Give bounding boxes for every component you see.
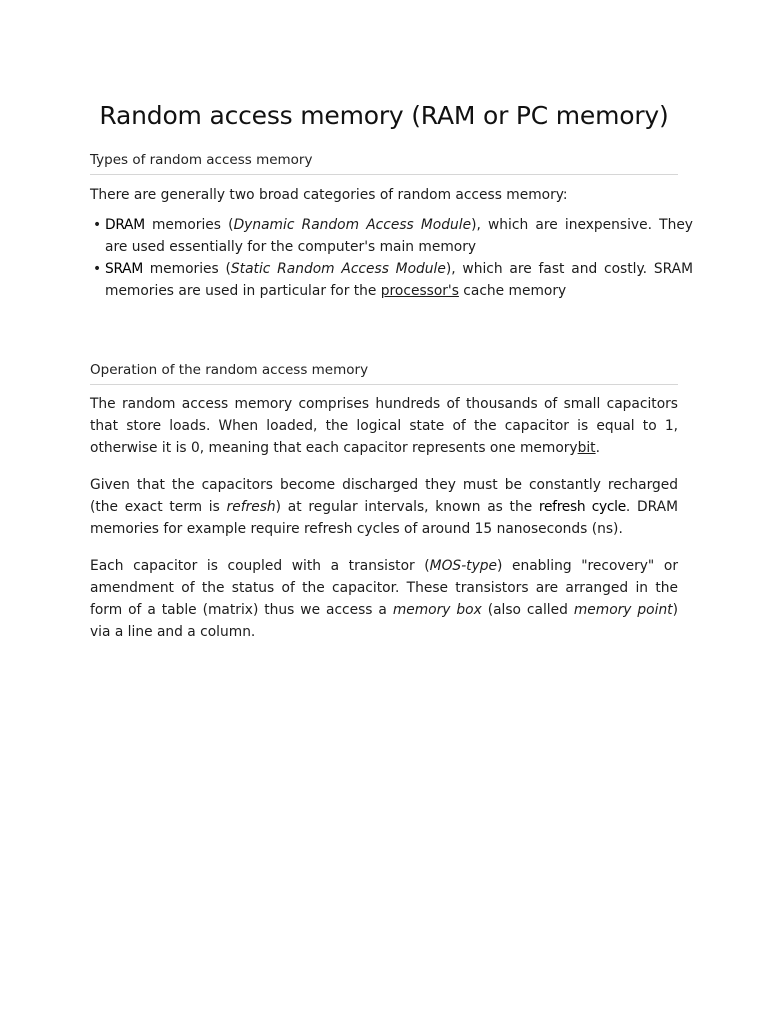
p2-a: Given that the capacitors become discharged they must be constantly recharged (the exact term is [90, 477, 678, 515]
section-heading-types: Types of random access memory [90, 152, 678, 175]
sram-post: ), which are fast and costly. SRAM memories are used in particular for the [105, 261, 693, 299]
page-title: Random access memory (RAM or PC memory) [99, 101, 669, 130]
p2-refresh-cycle: refresh cycle [538, 499, 626, 515]
dram-post: ), which are inexpensive. They are used essentially for the computer's main memory [105, 217, 693, 255]
p3-memory-point: memory point [573, 602, 673, 618]
bullet-icon: • [93, 261, 102, 277]
sram-tail: cache memory [458, 283, 567, 299]
sram-term: SRAM [105, 261, 143, 277]
operation-paragraph-1 [90, 393, 678, 459]
p2-c: . DRAM memories for example require refresh cycles of around 15 nanoseconds (ns). [90, 499, 679, 537]
sram-expansion: Static Random Access Module [230, 261, 446, 277]
types-intro-text: There are generally two broad categories of random access memory: [90, 187, 568, 203]
p2-b: ) at regular intervals, known as the [275, 499, 539, 515]
operation-paragraph-3 [90, 555, 678, 643]
p1-tail: . [595, 440, 600, 456]
list-item-sram [93, 258, 693, 302]
processor-link[interactable]: processor's [380, 283, 459, 299]
section-heading-operation: Operation of the random access memory [90, 362, 678, 385]
p3-b: ) enabling "recovery" or amendment of the status of the capacitor. These transistors are arranged in the form of a table (matrix) thus we access a [90, 558, 678, 618]
dram-term: DRAM [105, 217, 145, 233]
operation-paragraph-2 [90, 474, 678, 540]
p3-d: ) via a line and a column. [90, 602, 678, 640]
memory-types-list [90, 214, 693, 302]
p2-refresh-term: refresh [226, 499, 276, 515]
p3-c: (also called [481, 602, 574, 618]
bullet-icon: • [93, 217, 102, 233]
bit-link[interactable]: bit [577, 440, 596, 456]
p3-a: Each capacitor is coupled with a transistor ( [90, 558, 430, 574]
dram-expansion: Dynamic Random Access Module [233, 217, 472, 233]
dram-pre: memories ( [144, 217, 234, 233]
p3-memory-box: memory box [392, 602, 482, 618]
types-intro [90, 184, 678, 206]
p1-text: The random access memory comprises hundreds of thousands of small capacitors that store loads. When loaded, the logical state of the capacitor is equal to 1, otherwise it is 0, meaning that each capacitor represents one memory [90, 396, 678, 456]
sram-pre: memories ( [142, 261, 231, 277]
list-item-dram [93, 214, 693, 258]
p3-mos-type: MOS-type [429, 558, 497, 574]
